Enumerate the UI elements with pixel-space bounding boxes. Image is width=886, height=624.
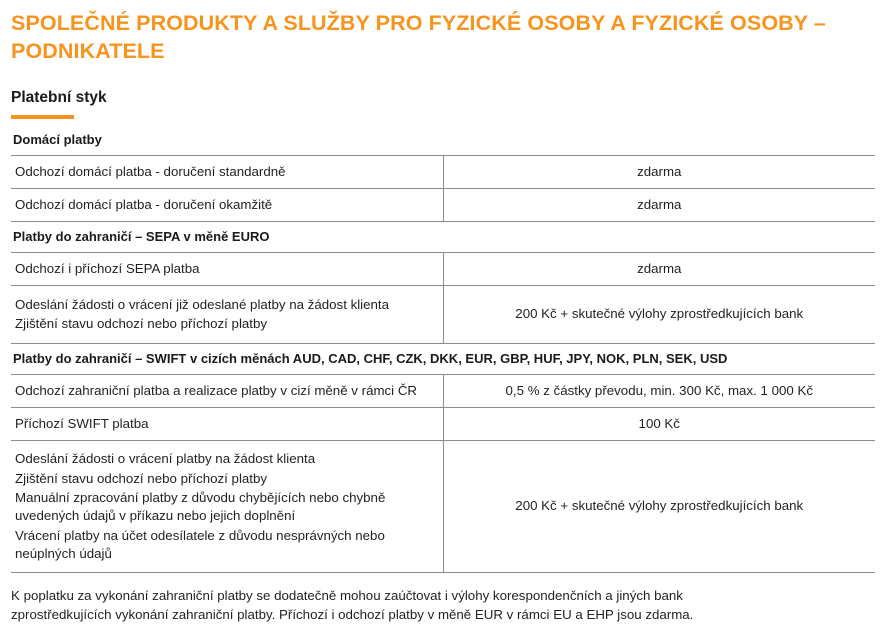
fee-value-cell: 200 Kč + skutečné výlohy zprostředkujících bank	[443, 440, 875, 573]
fee-label-line: Manuální zpracování platby z důvodu chybějících nebo chybně uvedených údajů v příkazu nebo jejich doplnění	[15, 490, 386, 523]
fee-label-line: Odchozí zahraniční platba a realizace platby v cizí měně v rámci ČR	[15, 382, 418, 398]
footnote-text	[11, 586, 875, 624]
fee-label-cell	[11, 189, 443, 222]
fee-value-cell: 200 Kč + skutečné výlohy zprostředkujících bank	[443, 286, 875, 344]
fee-label-cell	[11, 286, 443, 344]
fee-label-line: Příchozí SWIFT platba	[15, 415, 149, 431]
accent-underline-divider	[11, 115, 74, 119]
group-heading-label: Platby do zahraničí – SEPA v měně EURO	[13, 229, 270, 244]
table-group-heading-row	[11, 343, 875, 374]
fee-value-cell: 100 Kč	[443, 407, 875, 440]
fee-label-line: Vrácení platby na účet odesílatele z důvodu nesprávných nebo neúplných údajů	[15, 527, 385, 561]
fee-label-cell	[11, 253, 443, 286]
group-heading-label: Platby do zahraničí – SWIFT v cizích měnách AUD, CAD, CHF, CZK, DKK, EUR, GBP, HUF, JPY, NOK, PLN, SEK, USD	[13, 350, 728, 366]
fee-schedule-table	[11, 129, 875, 573]
table-group-heading-row	[11, 222, 875, 253]
table-row	[11, 156, 875, 189]
fee-label-cell	[11, 156, 443, 189]
page-title: SPOLEČNÉ PRODUKTY A SLUŽBY PRO FYZICKÉ OSOBY A FYZICKÉ OSOBY – PODNIKATELE	[11, 11, 826, 63]
fee-label-line: Odeslání žádosti o vrácení již odeslané platby na žádost klienta	[15, 296, 390, 312]
table-row	[11, 286, 875, 344]
group-heading-label: Domácí platby	[13, 132, 102, 147]
table-row	[11, 440, 875, 573]
fee-label-cell	[11, 440, 443, 573]
fee-label-cell	[11, 407, 443, 440]
fee-label-line: Odchozí domácí platba - doručení okamžitě	[15, 197, 273, 212]
fee-table-body	[11, 129, 875, 573]
table-row	[11, 253, 875, 286]
fee-label-line: Odchozí i příchozí SEPA platba	[15, 261, 200, 276]
fee-label-line: Zjištění stavu odchozí nebo příchozí platby	[15, 316, 268, 331]
footnote-line: zprostředkujících vykonání zahraniční platby. Příchozí i odchozí platby v měně EUR v rámci EU a EHP jsou zdarma.	[11, 607, 694, 622]
fee-value-cell: zdarma	[443, 189, 875, 222]
fee-label-line: Zjištění stavu odchozí nebo příchozí platby	[15, 470, 268, 486]
fee-value-cell: 0,5 % z částky převodu, min. 300 Kč, max. 1 000 Kč	[443, 374, 875, 407]
fee-label-line: Odeslání žádosti o vrácení platby na žádost klienta	[15, 451, 316, 466]
footnote-line: K poplatku za vykonání zahraniční platby se dodatečně mohou zaúčtovat i výlohy korespondenčních a jiných bank	[11, 588, 683, 603]
table-row	[11, 189, 875, 222]
fee-label-cell	[11, 374, 443, 407]
fee-value-cell: zdarma	[443, 156, 875, 189]
table-row	[11, 407, 875, 440]
fee-value-cell: zdarma	[443, 253, 875, 286]
table-row	[11, 374, 875, 407]
table-group-heading-row	[11, 129, 875, 156]
section-heading: Platební styk	[11, 89, 107, 106]
fee-label-line: Odchozí domácí platba - doručení standardně	[15, 164, 286, 179]
